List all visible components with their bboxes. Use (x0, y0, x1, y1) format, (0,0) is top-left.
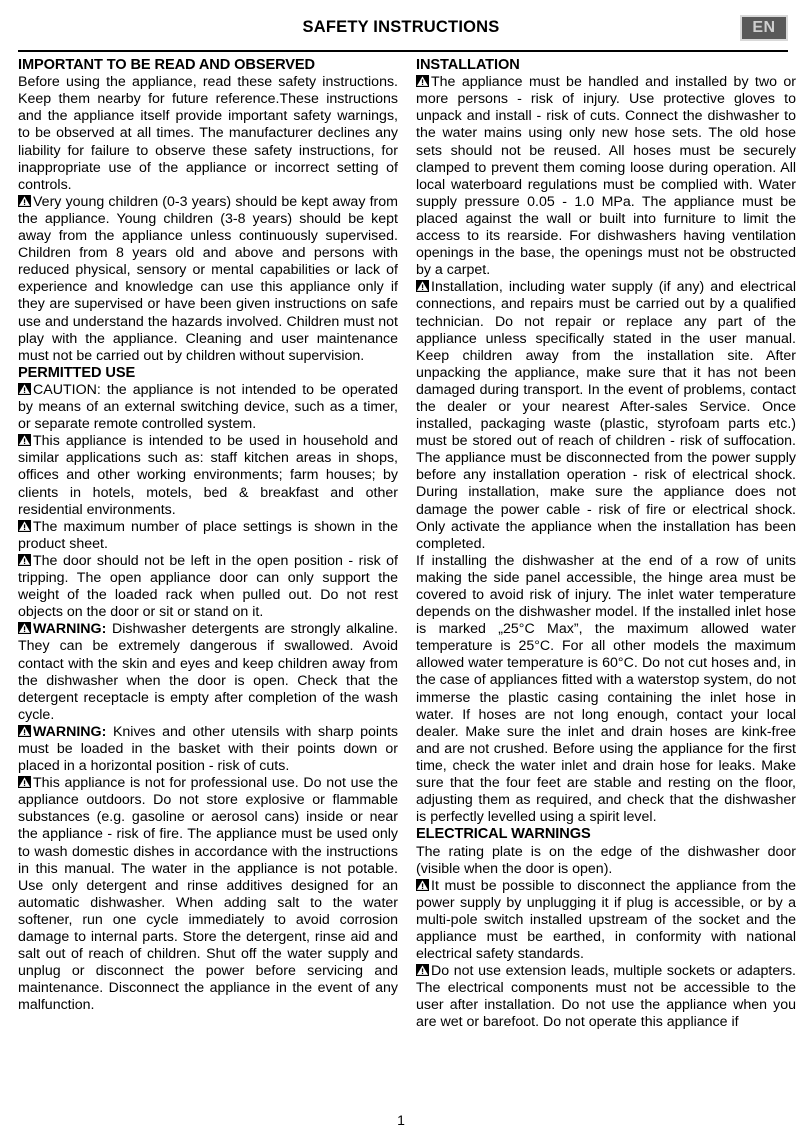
paragraph-text: This appliance is intended to be used in household and similar applications such as: staff kitchen areas in shops, offices and other working environments; farm houses; by clients in hotels, motels, bed & breakfast and other residential environments. (18, 433, 398, 518)
paragraph-text: The maximum number of place settings is shown in the product sheet. (18, 518, 398, 552)
two-column-body (18, 57, 796, 1102)
warning-triangle-icon (416, 75, 429, 87)
section-heading: IMPORTANT TO BE READ AND OBSERVED (18, 57, 315, 73)
body-paragraph (416, 74, 796, 279)
body-paragraph (416, 963, 796, 1031)
body-paragraph (18, 621, 398, 724)
warning-triangle-icon (18, 725, 31, 737)
body-paragraph (416, 553, 796, 827)
warning-lead-word: WARNING: (33, 621, 107, 638)
warning-triangle-icon (416, 280, 429, 292)
paragraph-text: Installation, including water supply (if any) and electrical connections, and repairs must be carried out by a qualified technician. Do not repair or replace any part of the appliance unless specifically stated in the user manual. Keep children away from the installation site. After unpacking the appliance, make sure that it has not been damaged during transport. In the event of problems, contact the dealer or your nearest After-sales Service. Once installed, packaging waste (plastic, styrofoam parts etc.) must be stored out of reach of children - risk of suffocation. The appliance must be disconnected from the power supply before any installation operation - risk of electrical shock. During installation, make sure the appliance does not damage the power cable - risk of fire or electrical shock. Only activate the appliance when the installation has been completed. (416, 279, 796, 552)
body-paragraph (416, 844, 796, 878)
right-column (416, 57, 796, 1102)
paragraph-text: It must be possible to disconnect the appliance from the power supply by unplugging it if plug is accessible, or by a multi-pole switch installed upstream of the socket and the appliance must be earthed, in conformity with national electrical safety standards. (416, 877, 796, 963)
body-paragraph (416, 878, 796, 963)
warning-triangle-icon (18, 383, 31, 395)
warning-triangle-icon (18, 520, 31, 532)
warning-triangle-icon (18, 554, 31, 566)
body-paragraph (416, 279, 796, 553)
body-paragraph (18, 382, 398, 433)
paragraph-text: Dishwasher detergents are strongly alkaline. They can be extremely dangerous if swallowed. Avoid contact with the skin and eyes and keep children away from the dishwasher when the door is open. Check that the detergent receptacle is empty after completion of the wash cycle. (18, 621, 398, 723)
warning-triangle-icon (416, 879, 429, 891)
paragraph-text: If installing the dishwasher at the end of a row of units making the side panel accessible, the hinge area must be covered to avoid risk of injury. The inlet water temperature depends on the dishwasher model. If the installed inlet hose is marked „25°C Max”, the maximum allowed water temperature is 25°C. For all other models the maximum allowed water temperature is 60°C. Do not cut hoses and, in the case of appliances fitted with a waterstop system, do not immerse the plastic casing containing the inlet hose in water. If hoses are not long enough, contact your local dealer. Make sure the inlet and drain hoses are kink-free and are not crushed. Before using the appliance for the first time, check the water inlet and drain hose for leaks. Make sure that the four feet are stable and resting on the floor, adjusting them as required, and check that the dishwasher is perfectly levelled using a spirit level. (416, 552, 796, 826)
warning-triangle-icon (416, 964, 429, 976)
page-number: 1 (397, 1112, 405, 1128)
paragraph-text: The appliance must be handled and installed by two or more persons - risk of injury. Use protective gloves to unpack and install - risk of cuts. Connect the dishwasher to the water mains using only new hose sets. The old hose sets should not be reused. All hoses must be securely clamped to prevent them coming loose during operation. All local waterboard regulations must be complied with. Water supply pressure 0.05 - 1.0 MPa. The appliance must be placed against the wall or built into furniture to limit the access to its rearside. For dishwashers having ventilation openings in the base, the openings must not be obstructed by a carpet. (416, 74, 796, 279)
paragraph-text: This appliance is not for professional use. Do not use the appliance outdoors. Do not store explosive or flammable substances (e.g. gasoline or aerosol cans) inside or near the appliance - risk of fire. The appliance must be used only to wash domestic dishes in accordance with the instructions in this manual. The water in the appliance is not potable. Use only detergent and rinse additives designed for an automatic dishwasher. When adding salt to the water softener, run one cycle immediately to avoid corrosion damage to internal parts. Store the detergent, rinse aid and salt out of reach of children. Shut off the water supply and unplug or disconnect the power before servicing and maintenance. Disconnect the appliance in the event of any malfunction. (18, 775, 398, 1014)
language-badge: EN (740, 15, 788, 41)
paragraph-text: The rating plate is on the edge of the dishwasher door (visible when the door is open). (416, 843, 796, 877)
paragraph-text: The door should not be left in the open position - risk of tripping. The open appliance door can only support the weight of the loaded rack when pulled out. Do not rest objects on the door or sit or stand on it. (18, 552, 398, 621)
section-heading: INSTALLATION (416, 57, 520, 73)
body-paragraph (18, 519, 398, 553)
paragraph-text: Before using the appliance, read these safety instructions. Keep them nearby for future reference.These instructions and the appliance itself provide important safety warnings, to be observed at all times. The manufacturer declines any liability for failure to observe these safety instructions, for inappropriate use of the appliance or incorrect setting of controls. (18, 74, 398, 193)
page-header (0, 0, 802, 48)
body-paragraph (18, 775, 398, 1014)
page-title: SAFETY INSTRUCTIONS (302, 18, 500, 36)
section-heading: ELECTRICAL WARNINGS (416, 826, 591, 843)
paragraph-text: Very young children (0-3 years) should be kept away from the appliance. Young children (3-8 years) should be kept away from the appliance unless continuously supervised. Children from 8 years old and above and persons with reduced physical, sensory or mental capabilities or lack of experience and knowledge can use this appliance only if they are supervised or have been given instructions on safe use and understand the hazards involved. Children must not play with the appliance. Cleaning and user maintenance must not be carried out by children without supervision. (18, 193, 398, 364)
body-paragraph (18, 433, 398, 518)
body-paragraph (18, 724, 398, 775)
body-paragraph (18, 74, 398, 194)
paragraph-text: Do not use extension leads, multiple sockets or adapters. The electrical components must not be accessible to the user after installation. Do not use the appliance when you are wet or barefoot. Do not operate this appliance if (416, 963, 796, 1031)
body-paragraph (18, 553, 398, 621)
warning-triangle-icon (18, 622, 31, 634)
body-paragraph (18, 194, 398, 365)
warning-triangle-icon (18, 434, 31, 446)
warning-triangle-icon (18, 195, 31, 207)
left-column (18, 57, 398, 1102)
warning-triangle-icon (18, 776, 31, 788)
header-divider-rule (18, 50, 788, 52)
section-heading: PERMITTED USE (18, 364, 136, 381)
paragraph-text: Knives and other utensils with sharp points must be loaded in the basket with their points down or placed in a horizontal position - risk of cuts. (18, 723, 398, 775)
warning-lead-word: WARNING: (33, 723, 107, 740)
paragraph-text: CAUTION: the appliance is not intended to be operated by means of an external switching device, such as a timer, or separate remote controlled system. (18, 382, 398, 433)
